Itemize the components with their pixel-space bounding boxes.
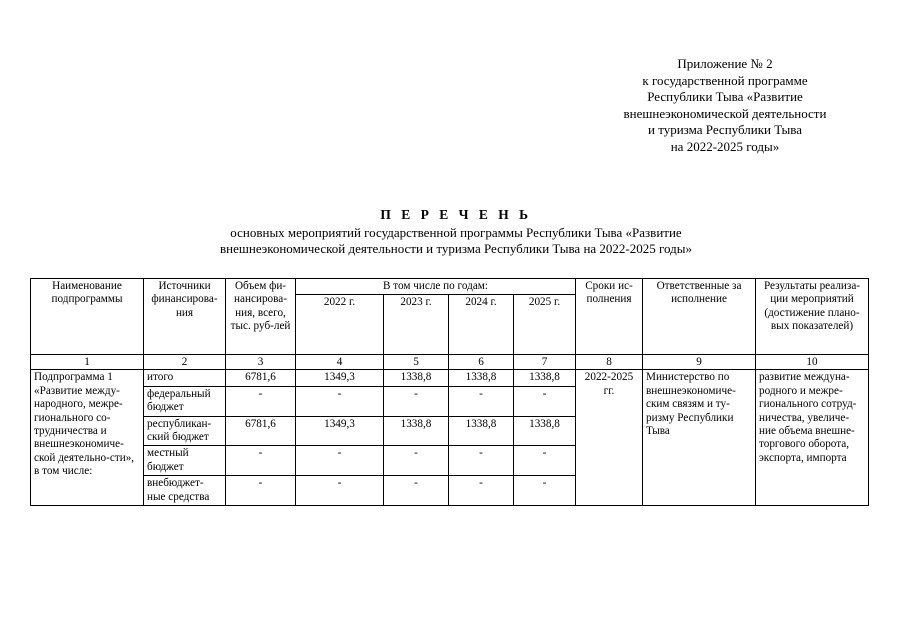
year-2023-cell: 1338,8	[384, 370, 449, 386]
year-2023-cell: -	[384, 476, 449, 506]
appendix-note	[600, 56, 850, 156]
year-2022-cell: -	[296, 446, 384, 476]
year-2025-cell: -	[514, 446, 576, 476]
header-year-2023: 2023 г.	[384, 295, 449, 355]
column-number: 8	[576, 355, 643, 370]
column-number: 4	[296, 355, 384, 370]
year-2024-cell: -	[449, 446, 514, 476]
total-cell: -	[226, 476, 296, 506]
results-cell: развитие междуна-родного и межре-гионального сотруд-ничества, увеличе-ние объема внешне-торгового оборота, экспорта, импорта	[756, 370, 869, 506]
appendix-line: и туризма Республики Тыва	[647, 122, 802, 138]
year-2022-cell: 1349,3	[296, 416, 384, 446]
year-2023-cell: -	[384, 446, 449, 476]
column-number: 5	[384, 355, 449, 370]
header-volume: Объем фи-нансирова-ния, всего, тыс. руб-лей	[226, 279, 296, 355]
source-cell: местный бюджет	[144, 446, 226, 476]
header-year-2025: 2025 г.	[514, 295, 576, 355]
header-source: Источники финансирова-ния	[144, 279, 226, 355]
column-number: 6	[449, 355, 514, 370]
year-2024-cell: -	[449, 476, 514, 506]
year-2025-cell: -	[514, 386, 576, 416]
year-2025-cell: -	[514, 476, 576, 506]
total-cell: -	[226, 446, 296, 476]
header-by-years: В том числе по годам:	[296, 279, 576, 295]
total-cell: 6781,6	[226, 370, 296, 386]
column-number: 7	[514, 355, 576, 370]
source-cell: итого	[144, 370, 226, 386]
source-cell: республикан-ский бюджет	[144, 416, 226, 446]
year-2022-cell: -	[296, 386, 384, 416]
column-number-row	[31, 355, 869, 370]
measures-table	[30, 278, 869, 506]
subprogram-name: Подпрограмма 1 «Развитие между-народного, межре-гионального со-трудничества и внешнеэкономиче-ской деятельно-сти», в том числе:	[31, 370, 144, 506]
header-year-2024: 2024 г.	[449, 295, 514, 355]
appendix-line: на 2022-2025 годы»	[670, 138, 780, 154]
title-heading: П Е Р Е Ч Е Н Ь	[380, 207, 532, 222]
column-number: 10	[756, 355, 869, 370]
header-year-2022: 2022 г.	[296, 295, 384, 355]
year-2022-cell: -	[296, 476, 384, 506]
header-results: Результаты реализа-ции мероприятий (достижение плано-вых показателей)	[756, 279, 869, 355]
appendix-line: к государственной программе	[642, 72, 808, 88]
responsible-cell: Министерство по внешнеэкономиче-ским связям и ту-ризму Республики Тыва	[643, 370, 756, 506]
table-row	[31, 370, 869, 386]
year-2022-cell: 1349,3	[296, 370, 384, 386]
year-2024-cell: -	[449, 386, 514, 416]
source-cell: внебюджет-ные средства	[144, 476, 226, 506]
appendix-line: внешнеэкономической деятельности	[623, 105, 827, 121]
document-title	[130, 207, 782, 258]
total-cell: -	[226, 386, 296, 416]
title-line: основных мероприятий государственной программы Республики Тыва «Развитие	[230, 224, 682, 240]
header-responsible: Ответственные за исполнение	[643, 279, 756, 355]
appendix-line: Республики Тыва «Развитие	[647, 89, 803, 105]
header-row	[31, 279, 869, 295]
year-2025-cell: 1338,8	[514, 416, 576, 446]
column-number: 9	[643, 355, 756, 370]
year-2024-cell: 1338,8	[449, 370, 514, 386]
column-number: 1	[31, 355, 144, 370]
source-cell: федеральный бюджет	[144, 386, 226, 416]
terms-cell: 2022-2025 гг.	[576, 370, 643, 506]
header-terms: Сроки ис-полнения	[576, 279, 643, 355]
year-2023-cell: -	[384, 386, 449, 416]
year-2025-cell: 1338,8	[514, 370, 576, 386]
title-line: внешнеэкономической деятельности и туризма Республики Тыва на 2022-2025 годы»	[220, 241, 692, 257]
year-2024-cell: 1338,8	[449, 416, 514, 446]
appendix-line: Приложение № 2	[677, 56, 773, 71]
header-name: Наименование подпрограммы	[31, 279, 144, 355]
column-number: 2	[144, 355, 226, 370]
year-2023-cell: 1338,8	[384, 416, 449, 446]
total-cell: 6781,6	[226, 416, 296, 446]
column-number: 3	[226, 355, 296, 370]
